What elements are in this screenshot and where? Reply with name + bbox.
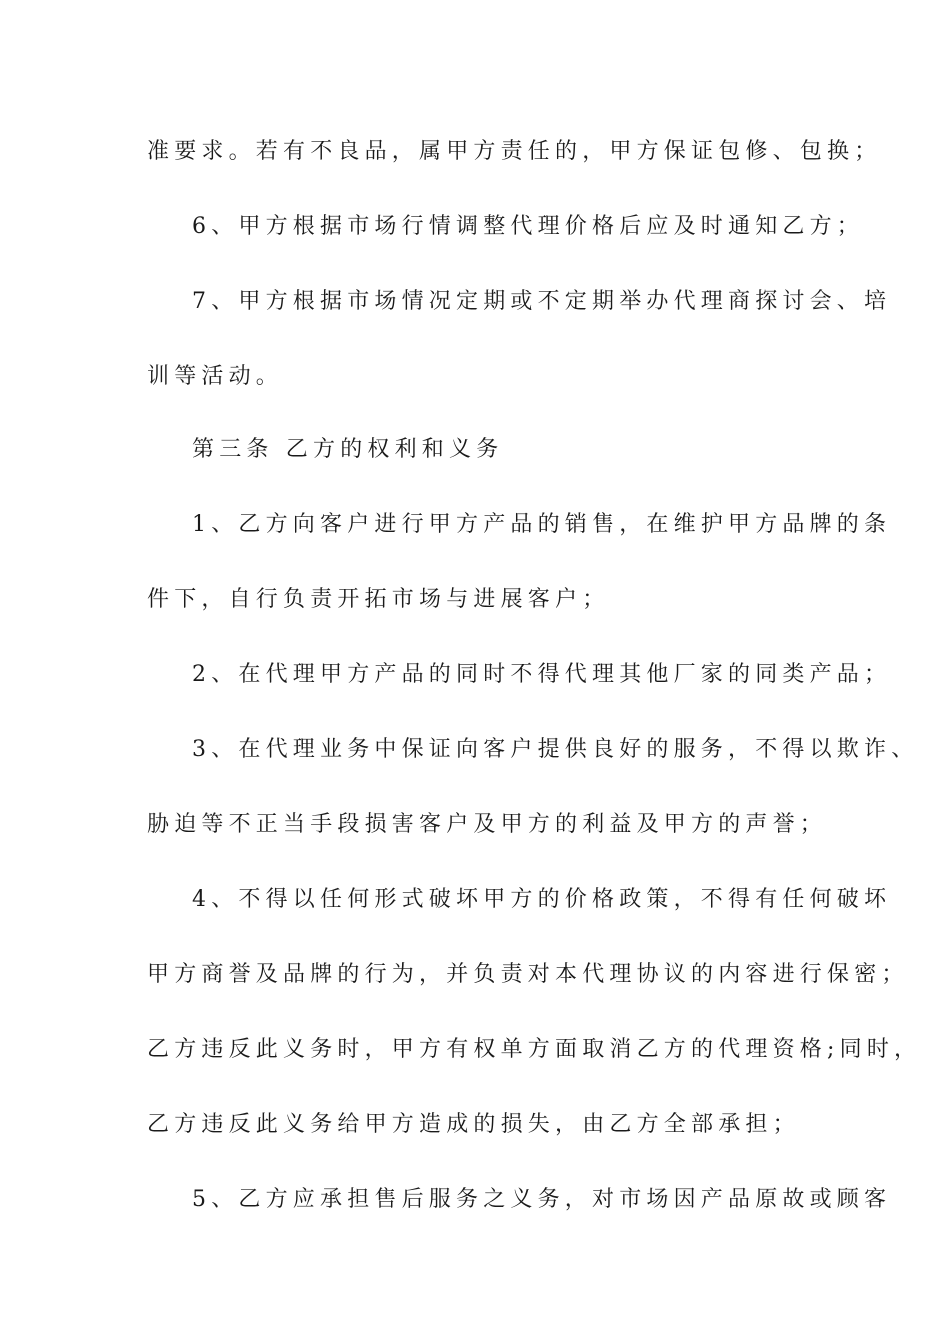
paragraph-line: 5、乙方应承担售后服务之义务，对市场因产品原故或顾客 — [192, 1187, 892, 1212]
paragraph-line: 件下，自行负责开拓市场与进展客户； — [147, 587, 610, 612]
paragraph-line: 训等活动。 — [147, 364, 284, 389]
paragraph-line: 7、甲方根据市场情况定期或不定期举办代理商探讨会、培 — [192, 289, 892, 314]
paragraph-line: 胁迫等不正当手段损害客户及甲方的利益及甲方的声誉； — [147, 812, 828, 837]
paragraph-line: 甲方商誉及品牌的行为，并负责对本代理协议的内容进行保密； — [147, 962, 909, 987]
paragraph-line: 乙方违反此义务给甲方造成的损失，由乙方全部承担； — [147, 1112, 800, 1137]
paragraph-line: 1、乙方向客户进行甲方产品的销售，在维护甲方品牌的条 — [192, 512, 892, 537]
paragraph-line: 6、甲方根据市场行情调整代理价格后应及时通知乙方； — [192, 214, 864, 239]
paragraph-line: 乙方违反此义务时，甲方有权单方面取消乙方的代理资格;同时， — [147, 1037, 922, 1062]
paragraph-line: 4、不得以任何形式破坏甲方的价格政策，不得有任何破坏 — [192, 887, 892, 912]
paragraph-line: 3、在代理业务中保证向客户提供良好的服务，不得以欺诈、 — [192, 737, 919, 762]
section-heading: 第三条 乙方的权利和义务 — [192, 437, 504, 462]
paragraph-line: 2、在代理甲方产品的同时不得代理其他厂家的同类产品； — [192, 662, 892, 687]
paragraph-line: 准要求。若有不良品，属甲方责任的，甲方保证包修、包换； — [147, 139, 882, 164]
